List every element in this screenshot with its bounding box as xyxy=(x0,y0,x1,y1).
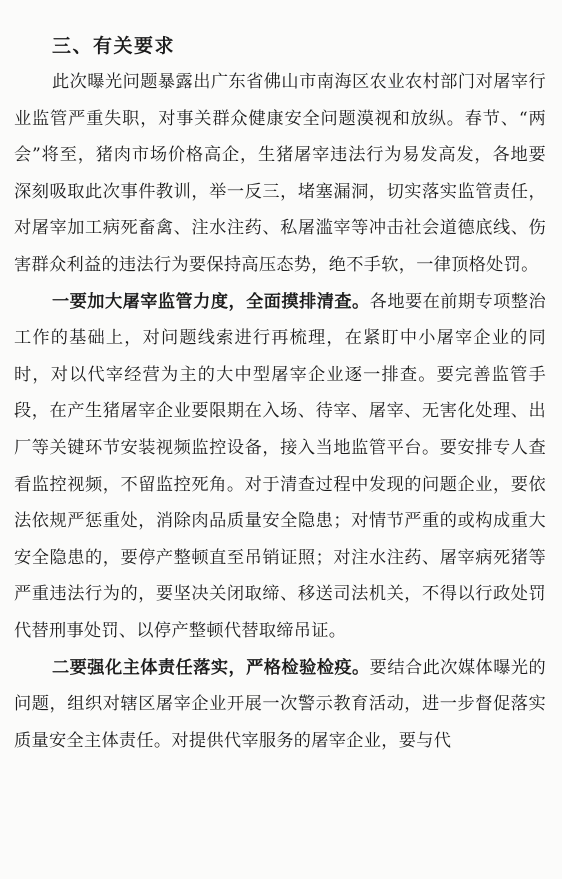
paragraph-3-lead: 二要强化主体责任落实，严格检验检疫。 xyxy=(52,657,370,678)
paragraph-1: 此次曝光问题暴露出广东省佛山市南海区农业农村部门对屠宰行业监管严重失职，对事关群众健康安全问题漠视和放纵。春节、“两会”将至，猪肉市场价格高企，生猪屠宰违法行为易发高发，各地要深刻吸取此次事件教训，举一反三，堵塞漏洞，切实落实监管责任，对屠宰加工病死畜禽、注水注药、私屠滥宰等冲击社会道德底线、伤害群众利益的违法行为要保持高压态势，绝不手软，一律顶格处罚。 xyxy=(14,72,546,275)
paragraph-3-body: 要结合此次媒体曝光的问题，组织对辖区屠宰企业开展一次警示教育活动，进一步督促落实质量安全主体责任。对提供代宰服务的屠宰企业，要与代 xyxy=(14,657,546,751)
paragraph-2-lead: 一要加大屠宰监管力度，全面摸排清查。 xyxy=(52,291,370,312)
section-heading: 三、有关要求 xyxy=(52,35,176,57)
paragraph-2-body: 各地要在前期专项整治工作的基础上，对问题线索进行再梳理，在紧盯中小屠宰企业的同时，对以代宰经营为主的大中型屠宰企业逐一排查。要完善监管手段，在产生猪屠宰企业要限期在入场、待宰、屠宰、无害化处理、出厂等关键环节安装视频监控设备，接入当地监管平台。要安排专人查看监控视频，不留监控死角。对于清查过程中发现的问题企业，要依法依规严惩重处，消除肉品质量安全隐患；对情节严重的或构成重大安全隐患的，要停产整顿直至吊销证照；对注水注药、屠宰病死猪等严重违法行为的，要坚决关闭取缔、移送司法机关，不得以行政处罚代替刑事处罚、以停产整顿代替取缔吊证。 xyxy=(14,291,546,641)
document-body xyxy=(14,28,546,759)
paragraph-3 xyxy=(14,650,546,760)
paragraph-2 xyxy=(14,284,546,650)
